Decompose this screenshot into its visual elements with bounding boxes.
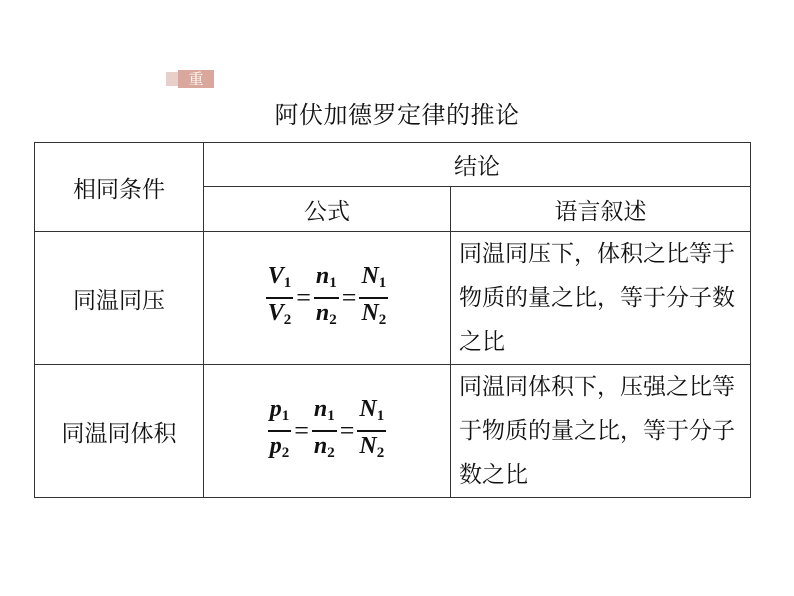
statement-cell: 同温同体积下，压强之比等于物质的量之比，等于分子数之比 <box>451 365 751 498</box>
fraction: $\frac{n_1}{n_2}$ <box>314 262 339 334</box>
statement-cell: 同温同压下，体积之比等于物质的量之比，等于分子数之比 <box>451 232 751 365</box>
equals-sign: = <box>294 416 309 445</box>
formula-cell <box>204 232 451 365</box>
page-title: 阿伏加德罗定律的推论 <box>274 101 520 129</box>
fraction: $\frac{p_1}{p_2}$ <box>268 395 292 467</box>
badge-shadow <box>166 72 178 86</box>
table-row <box>35 232 751 365</box>
key-point-badge <box>166 70 214 88</box>
header-formula: 公式 <box>204 187 451 232</box>
equals-sign: = <box>341 283 357 312</box>
fraction: $\frac{N_1}{N_2}$ <box>359 262 388 334</box>
badge-label: 重 <box>178 70 214 88</box>
formula <box>267 395 388 467</box>
fraction: $\frac{n_1}{n_2}$ <box>312 395 337 467</box>
equals-sign: = <box>339 416 355 445</box>
fraction: $\frac{N_1}{N_2}$ <box>357 395 386 467</box>
condition-cell: 同温同体积 <box>35 365 204 498</box>
formula-cell <box>204 365 451 498</box>
header-row-1 <box>35 143 751 187</box>
inference-table <box>34 142 751 498</box>
header-conclusion: 结论 <box>204 143 751 187</box>
fraction: $\frac{V_1}{V_2}$ <box>266 262 294 334</box>
header-condition: 相同条件 <box>35 143 204 232</box>
table-row <box>35 365 751 498</box>
equals-sign: = <box>296 283 311 312</box>
condition-cell: 同温同压 <box>35 232 204 365</box>
formula <box>265 262 390 334</box>
header-statement: 语言叙述 <box>451 187 751 232</box>
